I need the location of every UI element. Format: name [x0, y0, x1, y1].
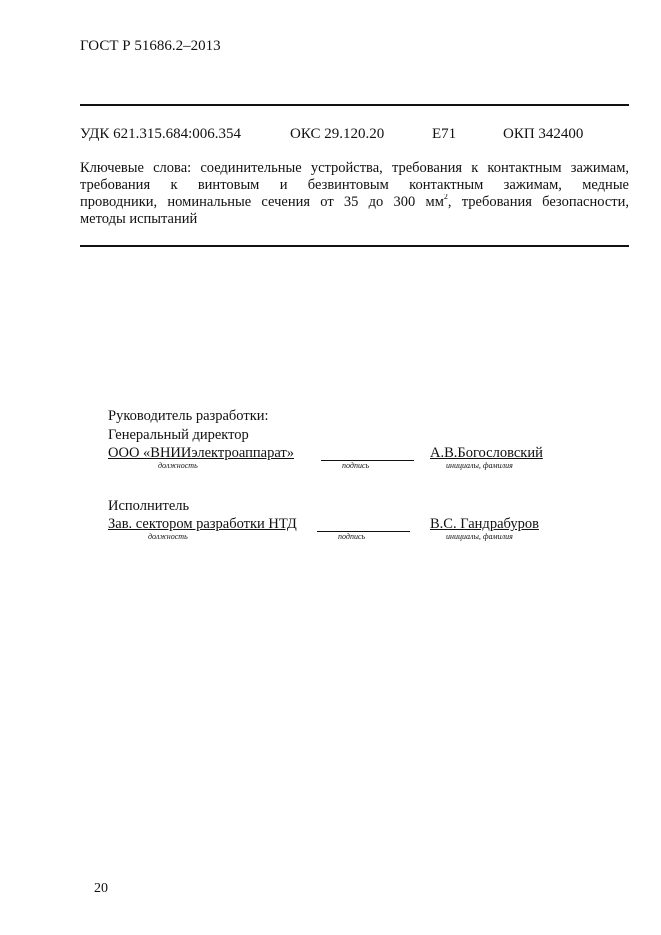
keywords-line-1: Ключевые слова: соединительные устройства, требования к контактным зажимам,: [80, 160, 629, 176]
page-number: 20: [94, 881, 108, 896]
signer-name-1: А.В.Богословский: [430, 445, 543, 461]
superscript-2: 2: [443, 194, 448, 201]
oks-code: ОКС 29.120.20: [290, 126, 385, 142]
bottom-rule: [80, 245, 629, 247]
signer-name-2: В.С. Гандрабуров: [430, 516, 539, 532]
keywords-line-2: требования к винтовым и безвинтовым контактным зажимам, медные: [80, 177, 629, 193]
keywords-line-4: методы испытаний: [80, 211, 198, 227]
document-header: ГОСТ Р 51686.2–2013: [80, 38, 221, 54]
developer-lead-title: Руководитель разработки:: [108, 408, 269, 424]
executor-title: Исполнитель: [108, 498, 190, 514]
keywords-line-3-text: проводники, номинальные сечения от 35 до 300 мм: [80, 194, 444, 210]
organization-name: ООО «ВНИИэлектроаппарат»: [108, 445, 294, 461]
top-rule: [80, 104, 629, 106]
keywords-line-3-tail: , требования безопасности,: [447, 194, 629, 210]
category-code: Е71: [432, 126, 457, 142]
okp-code: ОКП 342400: [503, 126, 584, 142]
general-director-title: Генеральный директор: [108, 427, 249, 443]
executor-position: Зав. сектором разработки НТД: [108, 516, 297, 532]
caption-signature-1: подпись: [342, 461, 370, 470]
keywords-line-3: [80, 194, 629, 211]
keywords-paragraph: [80, 160, 629, 228]
caption-name-1: инициалы, фамилия: [446, 461, 513, 470]
caption-name-2: инициалы, фамилия: [446, 532, 513, 541]
udk-code: УДК 621.315.684:006.354: [80, 126, 242, 142]
caption-position-1: должность: [158, 461, 198, 470]
caption-signature-2: подпись: [338, 532, 366, 541]
caption-position-2: должность: [148, 532, 188, 541]
